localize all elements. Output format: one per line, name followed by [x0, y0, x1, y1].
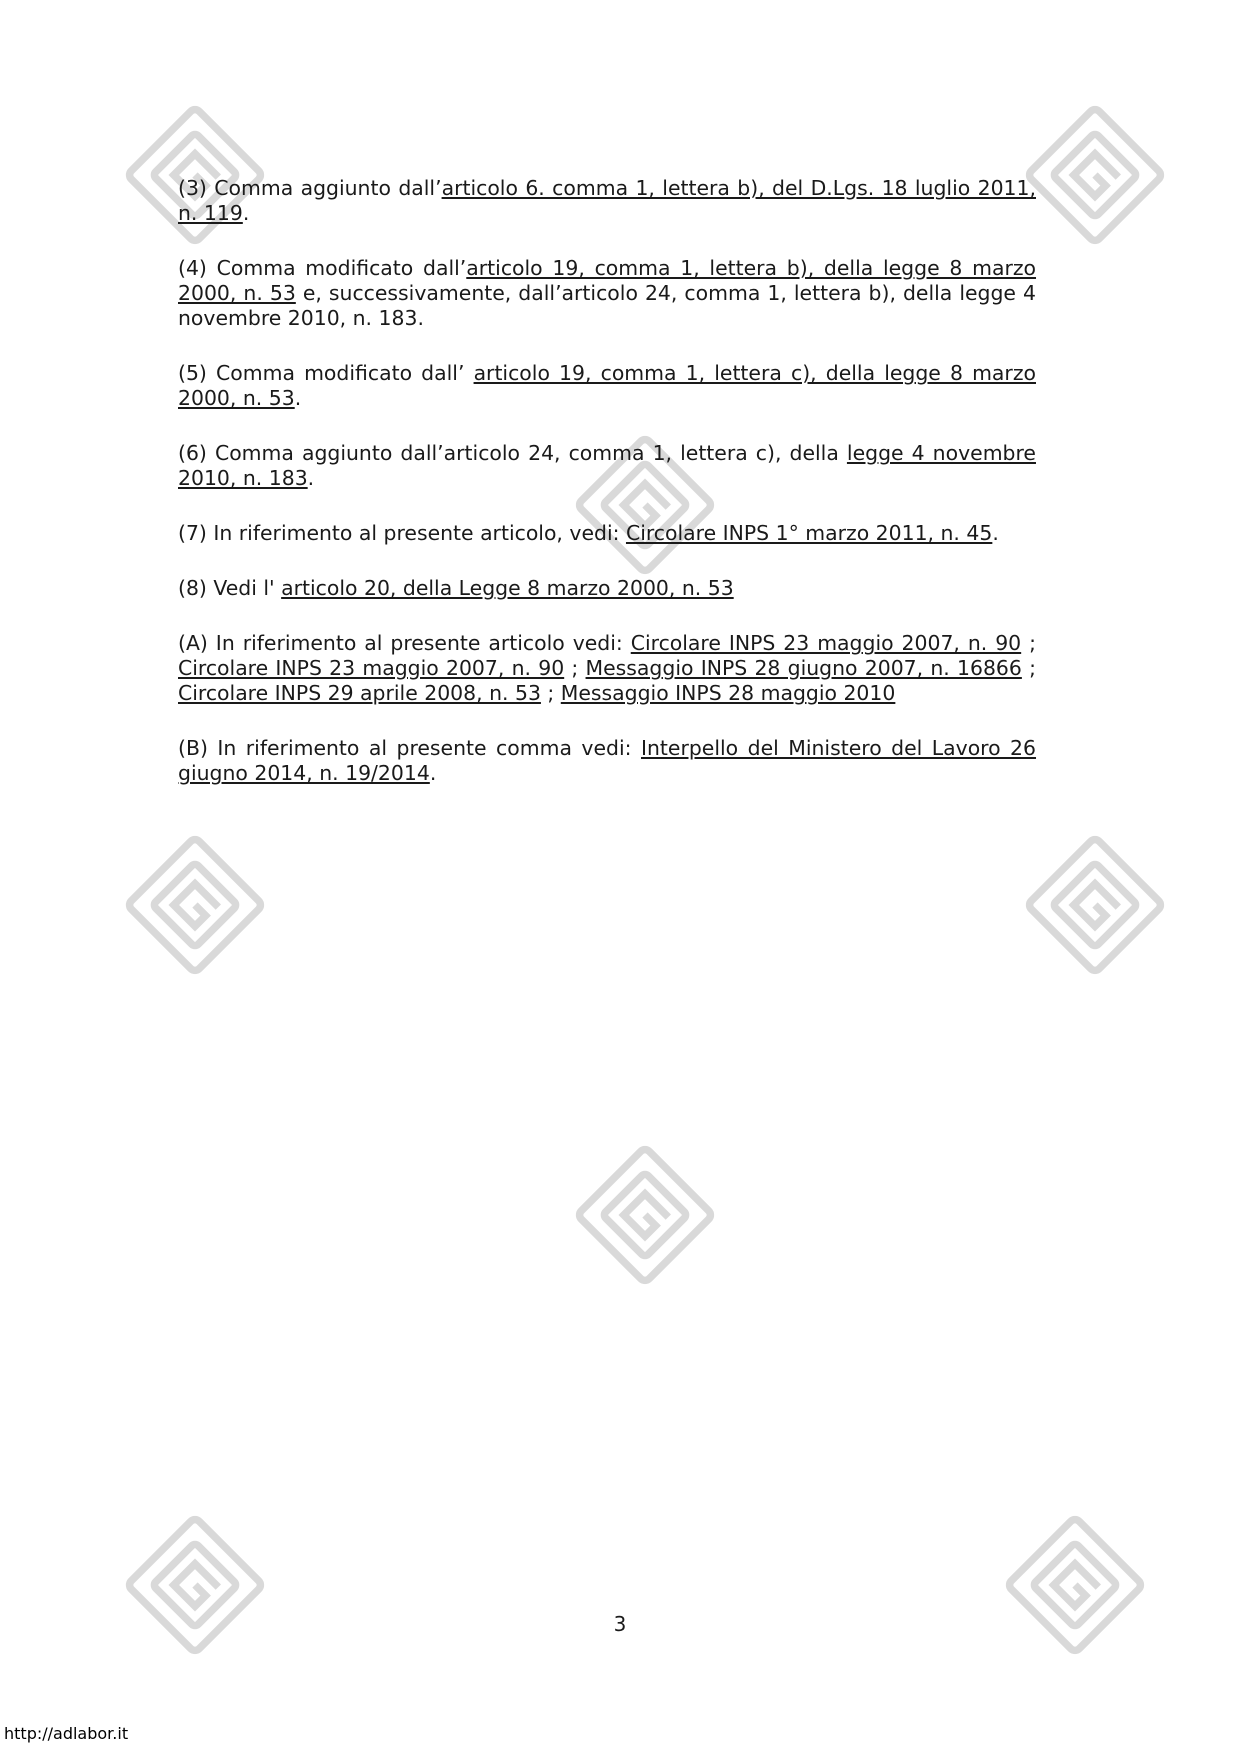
footnote-4: (4) Comma modificato dall’articolo 19, comma 1, lettera b), della legge 8 marzo 2000, n. 53 e, successivamente, dall’articolo 24, comma 1, lettera b), della legge 4 novembre 2010, n. 183.: [178, 256, 1037, 330]
footnote-8: (8) Vedi l' articolo 20, della Legge 8 marzo 2000, n. 53: [178, 576, 734, 600]
footnote-5-link[interactable]: articolo 19, comma 1, lettera c), della legge 8 marzo 2000, n. 53: [178, 361, 1036, 410]
watermark-logo-icon: [120, 830, 270, 980]
footnote-a-link[interactable]: Circolare INPS 23 maggio 2007, n. 90: [178, 656, 565, 680]
footnote-a-link[interactable]: Messaggio INPS 28 maggio 2010: [560, 681, 896, 705]
page-number: 3: [613, 1612, 627, 1636]
watermark-logo-icon: [1020, 830, 1170, 980]
footnote-6: (6) Comma aggiunto dall’articolo 24, comma 1, lettera c), della legge 4 novembre 2010, n. 183.: [178, 441, 1036, 490]
watermark-logo-icon: [1020, 100, 1170, 250]
footnote-4-link[interactable]: articolo 19, comma 1, lettera b), della legge 8 marzo 2000, n. 53: [178, 256, 1037, 305]
footnote-b: (B) In riferimento al presente comma vedi: Interpello del Ministero del Lavoro 26 giugno 2014, n. 19/2014.: [178, 736, 1037, 785]
footnote-5: (5) Comma modificato dall’ articolo 19, comma 1, lettera c), della legge 8 marzo 2000, n. 53.: [178, 361, 1036, 410]
footnote-3: (3) Comma aggiunto dall’articolo 6. comma 1, lettera b), del D.Lgs. 18 luglio 2011, n. 119.: [178, 176, 1036, 225]
footnote-8-link[interactable]: articolo 20, della Legge 8 marzo 2000, n. 53: [281, 576, 734, 600]
footnote-b-link[interactable]: Interpello del Ministero del Lavoro 26 giugno 2014, n. 19/2014: [178, 736, 1037, 785]
footnote-6-link[interactable]: legge 4 novembre 2010, n. 183: [178, 441, 1036, 490]
watermark-logo-icon: [570, 1140, 720, 1290]
watermark-logo-icon: [120, 1510, 270, 1660]
footnote-a-link[interactable]: Circolare INPS 23 maggio 2007, n. 90: [630, 631, 1022, 655]
watermark-logo-icon: [1000, 1510, 1150, 1660]
footnote-3-link[interactable]: articolo 6. comma 1, lettera b), del D.Lgs. 18 luglio 2011, n. 119: [178, 176, 1036, 225]
footnote-a: (A) In riferimento al presente articolo vedi: Circolare INPS 23 maggio 2007, n. 90 ; Circolare INPS 23 maggio 2007, n. 90 ; Messaggio INPS 28 giugno 2007, n. 16866 ; Circolare INPS 29 aprile 2008, n. 53 ; Messaggio INPS 28 maggio 2010: [178, 631, 1036, 705]
footnote-7: (7) In riferimento al presente articolo, vedi: Circolare INPS 1° marzo 2011, n. 45.: [178, 521, 999, 545]
footnotes: [178, 176, 1036, 816]
footnote-a-link[interactable]: Messaggio INPS 28 giugno 2007, n. 16866: [585, 656, 1022, 680]
footer-url: http://adlabor.it: [4, 1724, 129, 1743]
footnote-a-link[interactable]: Circolare INPS 29 aprile 2008, n. 53: [178, 681, 541, 705]
footnote-7-link[interactable]: Circolare INPS 1° marzo 2011, n. 45: [625, 521, 993, 545]
